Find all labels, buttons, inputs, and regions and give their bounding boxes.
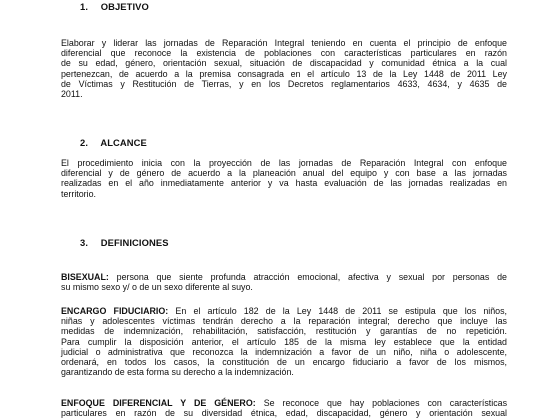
paragraph-line: pertenezcan, de acuerdo a la premisa consagrada en el artículo 13 de la Ley 1448 de 2011 Ley (61, 68, 507, 79)
section-number: 2. (80, 137, 89, 148)
paragraph-line: 2011. (61, 89, 83, 100)
definition-first-line (61, 272, 507, 282)
section-title: DEFINICIONES (100, 237, 169, 248)
paragraph-line: realizadas en el año inmediatamente anterior y va hasta evaluación de las jornadas realizadas en (61, 178, 507, 189)
definition-text: Se reconoce que hay poblaciones con características (255, 398, 508, 408)
section-title: ALCANCE (100, 137, 147, 148)
section-heading-alcance (80, 137, 147, 148)
paragraph-line: Para cumplir la disposición anterior, el artículo 185 de la misma ley establece que la entidad (61, 336, 507, 347)
paragraph-line: medidas de indemnización, rehabilitación, satisfacción, restitución y garantías de no repetición. (61, 326, 507, 337)
alcance-paragraph (61, 158, 507, 199)
paragraph-line: judicial o administrativa que reconozca la indemnización a favor de un niño, niña o adolescente, (61, 346, 507, 357)
definition-term: ENFOQUE DIFERENCIAL Y DE GÉNERO: (61, 398, 256, 408)
section-heading-objetivo (80, 1, 149, 12)
definition-text: En el artículo 182 de la Ley 1448 de 2011 se estipula que los niños, (168, 306, 508, 316)
paragraph-line: niñas y adolescentes víctimas tendrán derecho a la reparación integral; derecho que incluye las (61, 316, 507, 327)
definition-first-line (61, 306, 507, 316)
definition-bisexual (61, 272, 507, 292)
definition-first-line (61, 398, 507, 408)
paragraph-line: El procedimiento inicia con la proyección de las jornadas de Reparación Integral con enfoque (61, 158, 507, 168)
section-heading-definiciones (80, 237, 169, 248)
paragraph-line: garantizando de esta forma su derecho a la indemnización. (61, 367, 294, 378)
paragraph-line: de su edad, género, orientación sexual, situación de discapacidad y comunidad étnica a la cual (61, 58, 507, 69)
definition-enfoque-diferencial (61, 398, 507, 418)
paragraph-line: particulares en razón de su diversidad étnica, edad, discapacidad, género y orientación sexual (61, 408, 507, 419)
objetivo-paragraph (61, 38, 507, 99)
paragraph-line: diferencial y de género de acuerdo a la planeación anual del equipo y con base a las jornadas (61, 168, 507, 179)
paragraph-line: de Víctimas y Restitución de Tierras, y en los Decretos reglamentarios 4633, 4634, y 4635 de (61, 78, 507, 89)
definition-term: BISEXUAL: (61, 272, 109, 282)
definition-term: ENCARGO FIDUCIARIO: (61, 306, 169, 316)
section-number: 3. (80, 237, 89, 248)
paragraph-line: su mismo sexo y/ o de un sexo diferente al suyo. (61, 282, 253, 293)
section-number: 1. (80, 1, 89, 12)
paragraph-line: Elaborar y liderar las jornadas de Reparación Integral teniendo en cuenta el principio de enfoque (61, 38, 507, 48)
paragraph-line: diferencial que reconoce la existencia de poblaciones con características particulares en razón (61, 48, 507, 59)
paragraph-line: territorio. (61, 188, 97, 199)
definition-text: persona que siente profunda atracción emocional, afectiva y sexual por personas de (108, 272, 507, 282)
paragraph-line: ordenará, en todos los casos, la constitución de un encargo fiduciario a favor de los mismos, (61, 357, 507, 368)
definition-encargo-fiduciario (61, 306, 507, 377)
section-title: OBJETIVO (100, 1, 149, 12)
